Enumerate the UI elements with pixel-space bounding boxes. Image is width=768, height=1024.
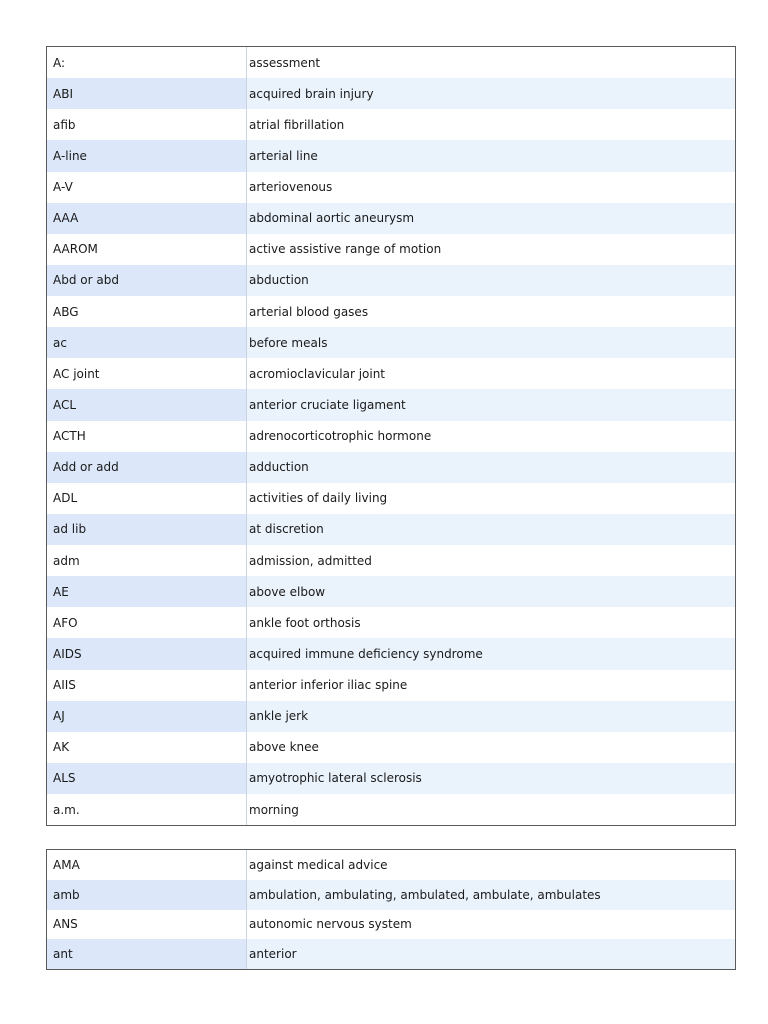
abbreviation-cell: adm	[47, 545, 247, 576]
abbreviation-cell: AK	[47, 732, 247, 763]
table-row	[47, 576, 735, 607]
abbreviation-cell: A-line	[47, 140, 247, 171]
meaning-cell: autonomic nervous system	[247, 910, 735, 940]
meaning-cell: acromioclavicular joint	[247, 358, 735, 389]
abbreviation-cell: ALS	[47, 763, 247, 794]
abbreviation-cell: A:	[47, 47, 247, 78]
abbreviation-cell: amb	[47, 880, 247, 910]
meaning-cell: anterior cruciate ligament	[247, 389, 735, 420]
table-row	[47, 910, 735, 940]
table-row	[47, 880, 735, 910]
abbreviation-cell: ad lib	[47, 514, 247, 545]
meaning-cell: abdominal aortic aneurysm	[247, 203, 735, 234]
table-row	[47, 850, 735, 880]
meaning-cell: morning	[247, 794, 735, 825]
table-row	[47, 140, 735, 171]
table-row	[47, 47, 735, 78]
meaning-cell: arterial line	[247, 140, 735, 171]
meaning-cell: above knee	[247, 732, 735, 763]
table-row	[47, 172, 735, 203]
meaning-cell: above elbow	[247, 576, 735, 607]
abbreviation-cell: ACTH	[47, 421, 247, 452]
abbreviation-cell: ant	[47, 939, 247, 969]
meaning-cell: ankle foot orthosis	[247, 607, 735, 638]
meaning-cell: adrenocorticotrophic hormone	[247, 421, 735, 452]
table-row	[47, 701, 735, 732]
table-row	[47, 234, 735, 265]
meaning-cell: activities of daily living	[247, 483, 735, 514]
abbreviation-cell: AIDS	[47, 638, 247, 669]
abbreviation-cell: Abd or abd	[47, 265, 247, 296]
table-row	[47, 939, 735, 969]
meaning-cell: assessment	[247, 47, 735, 78]
abbreviation-cell: AIIS	[47, 670, 247, 701]
meaning-cell: abduction	[247, 265, 735, 296]
abbreviation-cell: AAROM	[47, 234, 247, 265]
table-row	[47, 638, 735, 669]
table-row	[47, 358, 735, 389]
table-row	[47, 514, 735, 545]
table-row	[47, 78, 735, 109]
abbreviation-cell: ANS	[47, 910, 247, 940]
abbreviation-cell: ABI	[47, 78, 247, 109]
meaning-cell: before meals	[247, 327, 735, 358]
table-row	[47, 421, 735, 452]
meaning-cell: ambulation, ambulating, ambulated, ambulate, ambulates	[247, 880, 735, 910]
abbreviation-cell: a.m.	[47, 794, 247, 825]
meaning-cell: acquired immune deficiency syndrome	[247, 638, 735, 669]
table-row	[47, 296, 735, 327]
table-row	[47, 265, 735, 296]
meaning-cell: ankle jerk	[247, 701, 735, 732]
meaning-cell: admission, admitted	[247, 545, 735, 576]
meaning-cell: active assistive range of motion	[247, 234, 735, 265]
table-row	[47, 607, 735, 638]
table-row	[47, 109, 735, 140]
abbreviation-table-2	[46, 849, 736, 970]
meaning-cell: against medical advice	[247, 850, 735, 880]
abbreviation-cell: Add or add	[47, 452, 247, 483]
abbreviation-cell: AJ	[47, 701, 247, 732]
meaning-cell: at discretion	[247, 514, 735, 545]
meaning-cell: arteriovenous	[247, 172, 735, 203]
meaning-cell: adduction	[247, 452, 735, 483]
meaning-cell: anterior inferior iliac spine	[247, 670, 735, 701]
table-body	[47, 47, 735, 825]
meaning-cell: atrial fibrillation	[247, 109, 735, 140]
table-row	[47, 763, 735, 794]
table-row	[47, 794, 735, 825]
abbreviation-cell: AAA	[47, 203, 247, 234]
table-row	[47, 452, 735, 483]
table-row	[47, 670, 735, 701]
abbreviation-cell: AE	[47, 576, 247, 607]
abbreviation-cell: AMA	[47, 850, 247, 880]
table-row	[47, 545, 735, 576]
meaning-cell: acquired brain injury	[247, 78, 735, 109]
abbreviation-cell: afib	[47, 109, 247, 140]
meaning-cell: amyotrophic lateral sclerosis	[247, 763, 735, 794]
abbreviation-cell: AFO	[47, 607, 247, 638]
abbreviation-cell: A-V	[47, 172, 247, 203]
abbreviation-cell: ADL	[47, 483, 247, 514]
abbreviation-cell: AC joint	[47, 358, 247, 389]
table-row	[47, 203, 735, 234]
table-row	[47, 732, 735, 763]
table-row	[47, 327, 735, 358]
meaning-cell: arterial blood gases	[247, 296, 735, 327]
abbreviation-cell: ABG	[47, 296, 247, 327]
abbreviation-table-1	[46, 46, 736, 826]
abbreviation-cell: ac	[47, 327, 247, 358]
table-body	[47, 850, 735, 969]
meaning-cell: anterior	[247, 939, 735, 969]
abbreviation-cell: ACL	[47, 389, 247, 420]
table-row	[47, 483, 735, 514]
table-row	[47, 389, 735, 420]
